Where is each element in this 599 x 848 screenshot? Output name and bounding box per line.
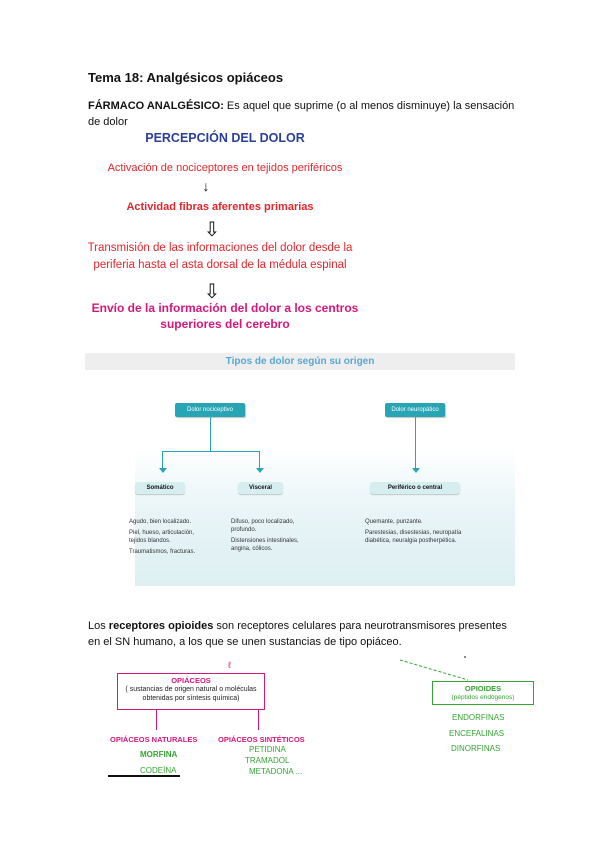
page-title: Tema 18: Analgésicos opiáceos [88, 70, 284, 85]
dashed-connector-line [400, 660, 468, 680]
visceral-box: Visceral [238, 482, 283, 494]
perception-step-4-line-1: Envío de la información del dolor a los centros [91, 301, 359, 315]
synthetic-item: TRAMADOL [245, 756, 290, 765]
perception-heading: PERCEPCIÓN DEL DOLOR [145, 131, 305, 145]
connector-line [258, 710, 259, 730]
detail-text: Distensiones intestinales, angina, cólicos. [231, 538, 299, 552]
detail-text: Quemante, punzante. [365, 519, 423, 525]
arrow-down-outline-icon: ⇩ [203, 219, 221, 241]
arrow-head-icon [256, 468, 264, 473]
opioide-item: ENDORFINAS [452, 713, 505, 722]
detail-text: Parestesias, disestesias, neuropatía diabética, neuralgia postherpética. [365, 530, 462, 544]
nociceptive-box: Dolor nociceptivo [175, 403, 245, 417]
pain-types-heading: Tipos de dolor según su origen [85, 353, 515, 370]
synthetic-heading: OPIÁCEOS SINTÉTICOS [218, 735, 305, 744]
perception-step-2: Actividad fibras aferentes primarias [126, 201, 314, 213]
connector-line [162, 451, 259, 452]
detail-text: Agudo, bien localizado. [129, 519, 192, 525]
opioide-item: ENCEFALINAS [449, 729, 505, 738]
peripheral-details [365, 518, 470, 548]
perception-step-4-line-2: superiores del cerebro [160, 317, 290, 331]
arrow-down-outline-icon: ⇩ [203, 281, 221, 303]
synthetic-item: PETIDINA [249, 745, 286, 754]
natural-item: MORFINA [140, 750, 178, 759]
perception-step-4 [80, 300, 370, 332]
synthetic-item: METADONA ... [249, 767, 303, 776]
connector-line [156, 710, 157, 730]
opiaceos-desc-line-1: ( sustancias de origen natural o moléculas [125, 686, 257, 693]
receptors-paragraph [88, 618, 518, 650]
opioides-box [432, 681, 534, 705]
arrow-head-icon [412, 468, 420, 473]
somatic-box: Somático [135, 482, 185, 494]
receptors-pre: Los [88, 620, 109, 632]
opiaceos-heading: OPIÁCEOS [171, 676, 211, 685]
receptors-term: receptores opioides [108, 620, 214, 632]
pain-types-diagram [129, 390, 515, 586]
natural-item: CODEÍNA [140, 766, 177, 775]
connector-line [210, 417, 211, 451]
opioides-desc: (péptidos endógenos) [451, 694, 515, 701]
underline-stroke [108, 775, 180, 777]
detail-text: Piel, hueso, articulación, tejidos blandos. [129, 530, 195, 544]
opiaceos-box [117, 673, 265, 710]
visceral-details [231, 518, 311, 556]
natural-heading: OPIÁCEOS NATURALES [110, 735, 198, 744]
arrow-down-icon: ↓ [202, 178, 210, 194]
neuropathic-box: Dolor neuropático [385, 403, 445, 417]
opioides-heading: OPIOIDES [464, 684, 502, 693]
definition-paragraph [88, 98, 518, 130]
arrow-head-icon [159, 468, 167, 473]
opiaceos-desc-line-2: obtenidas por síntesis química) [142, 695, 240, 702]
speck [464, 656, 466, 658]
handwritten-mark: ℓ [228, 660, 231, 670]
perception-step-3-line-2: periferia hasta el asta dorsal de la médula espinal [93, 259, 347, 271]
somatic-details [129, 518, 204, 559]
peripheral-box: Periférico o central [370, 482, 460, 494]
perception-step-1: Activación de nociceptores en tejidos periféricos [107, 162, 343, 174]
opioide-item: DINORFINAS [451, 744, 501, 753]
connector-line [415, 417, 416, 471]
receptors-post: son receptores celulares para neurotransmisores presentes en el SN humano, a los que se unen sustancias de tipo opiáceo. [88, 620, 507, 648]
perception-step-3-line-1: Transmisión de las informaciones del dolor desde la [87, 242, 353, 254]
detail-text: Difuso, poco localizado, profundo. [231, 519, 295, 533]
definition-text: Es aquel que suprime (o al menos disminuye) la sensación de dolor [88, 100, 515, 128]
perception-step-3 [70, 240, 370, 274]
definition-term: FÁRMACO ANALGÉSICO: [88, 100, 224, 112]
detail-text: Traumatismos, fracturas. [129, 549, 196, 555]
